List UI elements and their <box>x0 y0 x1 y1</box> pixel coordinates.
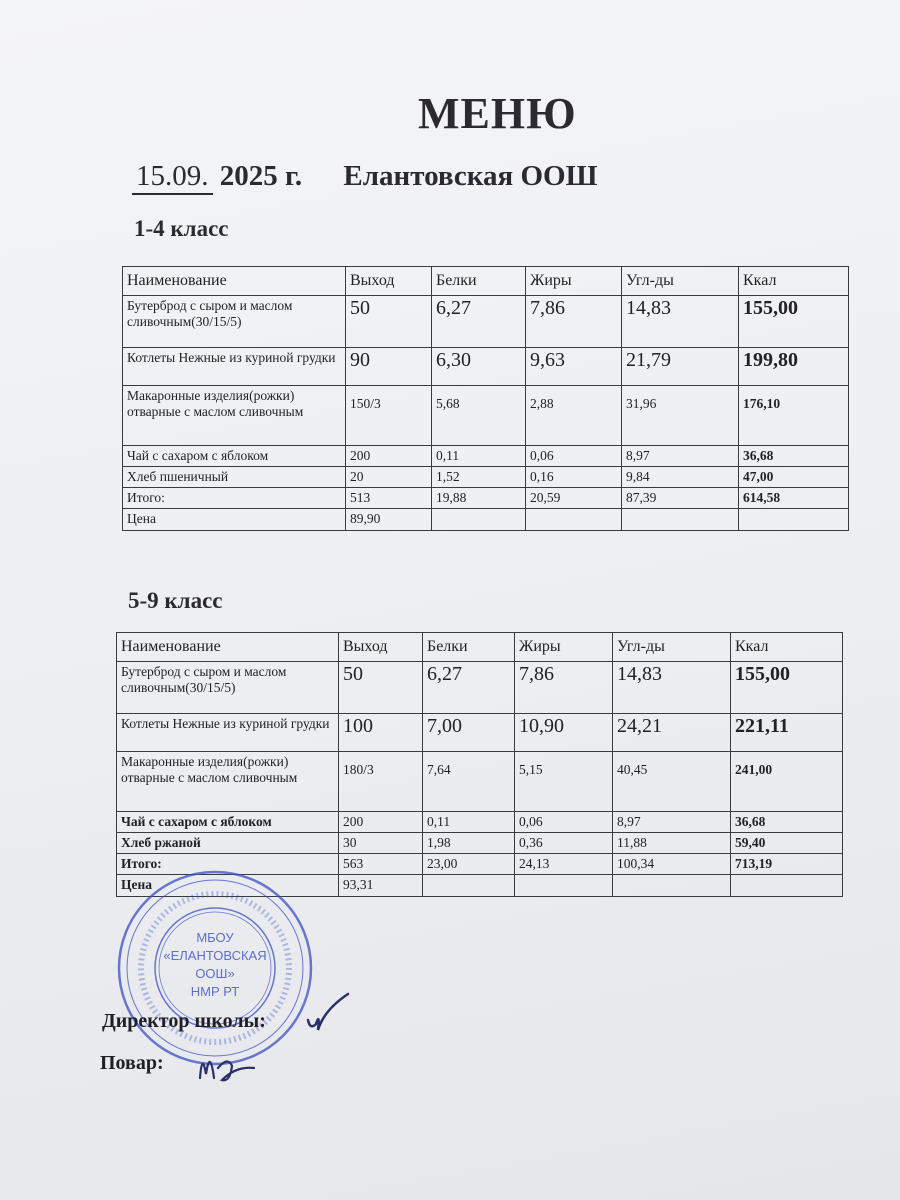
dish-fat: 0,36 <box>515 833 613 854</box>
table-row <box>123 296 849 348</box>
dish-name: Бутерброд с сыром и маслом сливочным(30/15/5) <box>117 662 339 714</box>
col-header-name: Наименование <box>117 633 339 662</box>
total-row <box>123 488 849 509</box>
section-heading-1-4: 1-4 класс <box>134 216 229 241</box>
empty-cell <box>739 509 849 531</box>
dish-yield: 150/3 <box>346 386 432 446</box>
dish-protein: 6,30 <box>432 348 526 386</box>
empty-cell <box>423 875 515 897</box>
total-kcal: 713,19 <box>731 854 843 875</box>
cook-label: Повар: <box>100 1052 164 1074</box>
col-header-name: Наименование <box>123 267 346 296</box>
total-protein: 23,00 <box>423 854 515 875</box>
dish-kcal: 199,80 <box>739 348 849 386</box>
menu-table-5-9 <box>116 632 843 897</box>
dish-name: Хлеб ржаной <box>117 833 339 854</box>
dish-yield: 180/3 <box>339 752 423 812</box>
dish-name: Бутерброд с сыром и маслом сливочным(30/15/5) <box>123 296 346 348</box>
director-label: Директор школы: <box>102 1010 266 1032</box>
stamp-line-1: МБОУ <box>196 930 234 945</box>
dish-protein: 0,11 <box>432 446 526 467</box>
menu-table-1-4 <box>122 266 849 531</box>
col-header-fat: Жиры <box>526 267 622 296</box>
dish-yield: 50 <box>339 662 423 714</box>
dish-carbs: 9,84 <box>622 467 739 488</box>
dish-kcal: 47,00 <box>739 467 849 488</box>
menu-year: 2025 г. <box>212 160 303 192</box>
table-row <box>123 348 849 386</box>
dish-fat: 7,86 <box>515 662 613 714</box>
total-yield: 513 <box>346 488 432 509</box>
table-header-row <box>117 633 843 662</box>
dish-kcal: 59,40 <box>731 833 843 854</box>
dish-yield: 90 <box>346 348 432 386</box>
dish-carbs: 14,83 <box>613 662 731 714</box>
col-header-kcal: Ккал <box>731 633 843 662</box>
table-row <box>123 386 849 446</box>
empty-cell <box>526 509 622 531</box>
dish-fat: 0,16 <box>526 467 622 488</box>
dish-fat: 7,86 <box>526 296 622 348</box>
dish-name: Макаронные изделия(рожки) отварные с маслом сливочным <box>117 752 339 812</box>
dish-carbs: 24,21 <box>613 714 731 752</box>
dish-fat: 0,06 <box>526 446 622 467</box>
col-header-yield: Выход <box>346 267 432 296</box>
dish-protein: 6,27 <box>423 662 515 714</box>
col-header-carbs: Угл-ды <box>622 267 739 296</box>
total-fat: 24,13 <box>515 854 613 875</box>
col-header-protein: Белки <box>432 267 526 296</box>
table-row <box>117 714 843 752</box>
dish-protein: 7,64 <box>423 752 515 812</box>
dish-name: Чай с сахаром с яблоком <box>117 812 339 833</box>
empty-cell <box>515 875 613 897</box>
dish-carbs: 8,97 <box>613 812 731 833</box>
dish-protein: 0,11 <box>423 812 515 833</box>
col-header-yield: Выход <box>339 633 423 662</box>
dish-fat: 2,88 <box>526 386 622 446</box>
dish-carbs: 11,88 <box>613 833 731 854</box>
date-line <box>132 160 597 195</box>
dish-name: Котлеты Нежные из куриной грудки <box>117 714 339 752</box>
empty-cell <box>613 875 731 897</box>
dish-carbs: 8,97 <box>622 446 739 467</box>
dish-yield: 30 <box>339 833 423 854</box>
dish-kcal: 221,11 <box>731 714 843 752</box>
dish-kcal: 36,68 <box>731 812 843 833</box>
menu-date: 15.09. <box>132 160 213 195</box>
empty-cell <box>622 509 739 531</box>
dish-kcal: 36,68 <box>739 446 849 467</box>
table-row <box>117 662 843 714</box>
price-value: 93,31 <box>339 875 423 897</box>
col-header-fat: Жиры <box>515 633 613 662</box>
total-fat: 20,59 <box>526 488 622 509</box>
total-protein: 19,88 <box>432 488 526 509</box>
stamp-line-4: НМР РТ <box>190 984 240 999</box>
school-name: Елантовская ООШ <box>343 160 598 192</box>
dish-carbs: 31,96 <box>622 386 739 446</box>
dish-kcal: 155,00 <box>731 662 843 714</box>
col-header-carbs: Угл-ды <box>613 633 731 662</box>
dish-kcal: 155,00 <box>739 296 849 348</box>
total-carbs: 100,34 <box>613 854 731 875</box>
dish-carbs: 14,83 <box>622 296 739 348</box>
dish-protein: 7,00 <box>423 714 515 752</box>
dish-carbs: 21,79 <box>622 348 739 386</box>
total-kcal: 614,58 <box>739 488 849 509</box>
empty-cell <box>731 875 843 897</box>
dish-yield: 50 <box>346 296 432 348</box>
dish-yield: 100 <box>339 714 423 752</box>
dish-protein: 1,98 <box>423 833 515 854</box>
total-yield: 563 <box>339 854 423 875</box>
dish-name: Макаронные изделия(рожки) отварные с маслом сливочным <box>123 386 346 446</box>
table-header-row <box>123 267 849 296</box>
dish-yield: 200 <box>339 812 423 833</box>
director-signature-icon <box>298 990 358 1040</box>
table-row <box>123 467 849 488</box>
price-row <box>123 509 849 531</box>
total-label: Итого: <box>123 488 346 509</box>
price-label: Цена <box>117 875 339 897</box>
stamp-line-3: ООШ» <box>195 966 235 981</box>
dish-fat: 10,90 <box>515 714 613 752</box>
stamp-line-2: «ЕЛАНТОВСКАЯ <box>163 948 267 963</box>
dish-protein: 1,52 <box>432 467 526 488</box>
dish-protein: 6,27 <box>432 296 526 348</box>
section-heading-5-9: 5-9 класс <box>128 588 223 613</box>
table-row <box>117 752 843 812</box>
dish-kcal: 241,00 <box>731 752 843 812</box>
table-row <box>117 812 843 833</box>
dish-yield: 20 <box>346 467 432 488</box>
total-carbs: 87,39 <box>622 488 739 509</box>
dish-fat: 9,63 <box>526 348 622 386</box>
dish-name: Чай с сахаром с яблоком <box>123 446 346 467</box>
table-row <box>117 833 843 854</box>
dish-yield: 200 <box>346 446 432 467</box>
page-title: МЕНЮ <box>418 89 577 138</box>
dish-name: Котлеты Нежные из куриной грудки <box>123 348 346 386</box>
cook-signature-icon <box>192 1038 262 1088</box>
col-header-kcal: Ккал <box>739 267 849 296</box>
dish-fat: 0,06 <box>515 812 613 833</box>
price-value: 89,90 <box>346 509 432 531</box>
empty-cell <box>432 509 526 531</box>
col-header-protein: Белки <box>423 633 515 662</box>
dish-protein: 5,68 <box>432 386 526 446</box>
price-label: Цена <box>123 509 346 531</box>
total-label: Итого: <box>117 854 339 875</box>
dish-name: Хлеб пшеничный <box>123 467 346 488</box>
dish-carbs: 40,45 <box>613 752 731 812</box>
table-row <box>123 446 849 467</box>
dish-kcal: 176,10 <box>739 386 849 446</box>
dish-fat: 5,15 <box>515 752 613 812</box>
